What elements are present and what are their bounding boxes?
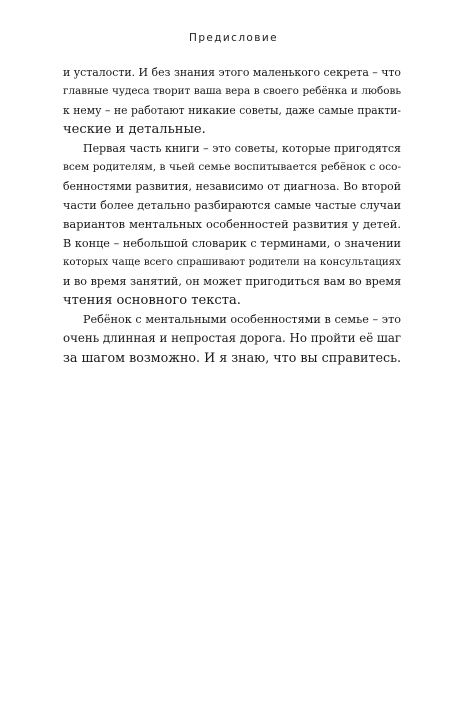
text-line: Первая часть книги – это советы, которые пригодятся: [83, 142, 401, 155]
text-line: за шагом возможно. И я знаю, что вы справитесь.: [63, 350, 401, 365]
paragraph-3: [63, 310, 401, 367]
text-line: главные чудеса творит ваша вера в своего ребёнка и любовь: [63, 85, 401, 97]
text-line: бенностями развития, независимо от диагноза. Во второй: [63, 180, 401, 193]
text-line: ческие и детальные.: [63, 122, 206, 137]
paragraph-1: [63, 63, 401, 139]
paragraph-2: [63, 139, 401, 310]
text-line: части более детально разбираются самые частые случаи: [63, 199, 401, 212]
text-line: которых чаще всего спрашивают родители на консультациях: [63, 256, 401, 268]
text-line: и во время занятий, он может пригодиться вам во время: [63, 275, 401, 288]
text-line: В конце – небольшой словарик с терминами, о значении: [63, 237, 401, 250]
text-line: Ребёнок с ментальными особенностями в семье – это: [83, 313, 401, 326]
text-line: и усталости. И без знания этого маленького секрета – что: [63, 66, 401, 79]
text-line: вариантов ментальных особенностей развития у детей.: [63, 217, 401, 231]
text-line: очень длинная и непростая дорога. Но пройти её шаг: [63, 331, 401, 345]
text-line: к нему – не работают никакие советы, даже самые практи-: [63, 104, 401, 117]
running-head: Предисловие: [189, 32, 278, 44]
body-text: [63, 63, 401, 367]
text-line: чтения основного текста.: [63, 293, 241, 308]
text-line: всем родителям, в чьей семье воспитывается ребёнок с осо-: [63, 161, 401, 173]
